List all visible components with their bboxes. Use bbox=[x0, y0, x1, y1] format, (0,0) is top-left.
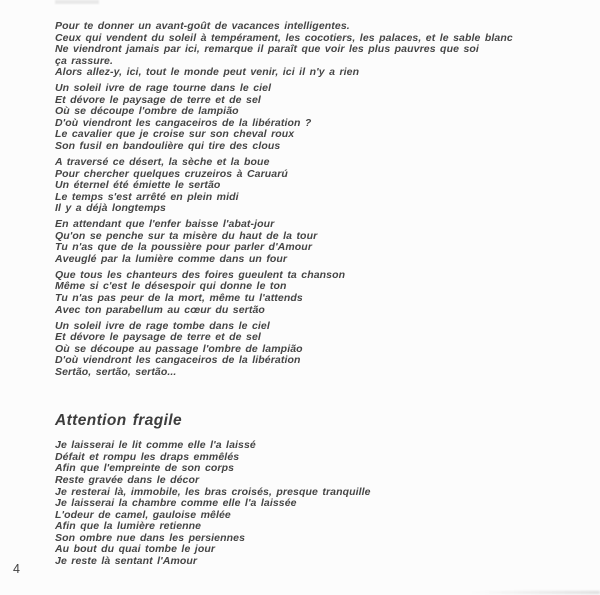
lyric-line: Ceux qui vendent du soleil à tempérament, les cocotiers, les palaces, et le sable blanc bbox=[55, 31, 513, 44]
lyric-line: Il y a déjà longtemps bbox=[55, 202, 166, 215]
lyric-line: En attendant que l'enfer baisse l'abat-jour bbox=[55, 218, 275, 231]
lyric-line: Qu'on se penche sur ta misère du haut de la tour bbox=[55, 229, 318, 242]
lyric-line: Le temps s'est arrêté en plein midi bbox=[55, 190, 239, 203]
page-number: 4 bbox=[13, 562, 20, 576]
lyric-line: Au bout du quai tombe le jour bbox=[55, 543, 216, 556]
scan-artifact-top bbox=[55, 0, 99, 4]
lyric-line: Sertão, sertão, sertão... bbox=[55, 365, 177, 378]
lyric-line: Défait et rompu les draps emmêlés bbox=[55, 450, 240, 463]
lyric-line: Je laisserai la chambre comme elle l'a laissée bbox=[55, 497, 297, 510]
song-1-lyrics bbox=[55, 21, 580, 378]
lyric-line: Pour chercher quelques cruzeiros à Caruarú bbox=[55, 167, 288, 180]
stanza bbox=[55, 157, 580, 215]
lyric-line: Que tous les chanteurs des foires gueulent ta chanson bbox=[55, 268, 346, 281]
lyric-line: Tu n'as que de la poussière pour parler d'Amour bbox=[55, 241, 312, 254]
stanza bbox=[55, 83, 580, 152]
scan-artifact-bottom bbox=[470, 591, 600, 594]
stanza bbox=[55, 270, 580, 316]
lyric-line: Ne viendront jamais par ici, remarque il paraît que voir les plus pauvres que soi bbox=[55, 43, 479, 56]
lyric-line: Et dévore le paysage de terre et de sel bbox=[55, 93, 261, 106]
lyrics-block bbox=[55, 21, 580, 567]
lyric-line: A traversé ce désert, la sèche et la boue bbox=[55, 156, 270, 169]
lyric-line: Et dévore le paysage de terre et de sel bbox=[55, 331, 261, 344]
lyric-line: Son fusil en bandoulière qui tire des clous bbox=[55, 139, 281, 152]
lyric-line: Un soleil ivre de rage tombe dans le ciel bbox=[55, 319, 270, 332]
lyric-line: L'odeur de camel, gauloise mêlée bbox=[55, 508, 231, 521]
stanza bbox=[55, 21, 580, 79]
lyric-line: Pour te donner un avant-goût de vacances intelligentes. bbox=[55, 20, 350, 32]
lyric-line: Aveuglé par la lumière comme dans un four bbox=[55, 252, 288, 265]
stanza bbox=[55, 219, 580, 265]
lyric-line: D'où viendront les cangaceiros de la libération ? bbox=[55, 116, 312, 129]
stanza bbox=[55, 321, 580, 379]
song-2-title: Attention fragile bbox=[55, 412, 183, 430]
lyric-line: Un soleil ivre de rage tourne dans le ciel bbox=[55, 82, 272, 95]
lyric-line: ça rassure. bbox=[55, 54, 113, 67]
lyric-line: Alors allez-y, ici, tout le monde peut venir, ici il n'y a rien bbox=[55, 66, 360, 79]
song-2-lyrics bbox=[55, 440, 580, 567]
lyric-line: Afin que l'empreinte de son corps bbox=[55, 462, 235, 475]
lyric-line: Je reste là sentant l'Amour bbox=[55, 554, 198, 567]
lyric-line: Le cavalier que je croise sur son cheval roux bbox=[55, 128, 295, 141]
lyric-line: Où se découpe au passage l'ombre de lampião bbox=[55, 342, 303, 355]
lyric-line: Un éternel été émiette le sertão bbox=[55, 179, 221, 192]
lyric-line: Même si c'est le désespoir qui donne le ton bbox=[55, 280, 287, 293]
lyric-line: Je laisserai le lit comme elle l'a laissé bbox=[55, 439, 256, 452]
lyric-line: Reste gravée dans le décor bbox=[55, 474, 200, 486]
lyric-line: Afin que la lumière retienne bbox=[55, 520, 202, 533]
lyric-line: Je resterai là, immobile, les bras croisés, presque tranquille bbox=[55, 485, 371, 498]
lyric-line: Avec ton parabellum au cœur du sertão bbox=[55, 303, 265, 316]
lyric-line: Où se découpe l'ombre de lampião bbox=[55, 105, 239, 118]
lyric-line: D'où viendront les cangaceiros de la libération bbox=[55, 354, 301, 367]
lyric-line: Son ombre nue dans les persiennes bbox=[55, 531, 246, 544]
lyric-line: Tu n'as pas peur de la mort, même tu l'attends bbox=[55, 292, 303, 305]
